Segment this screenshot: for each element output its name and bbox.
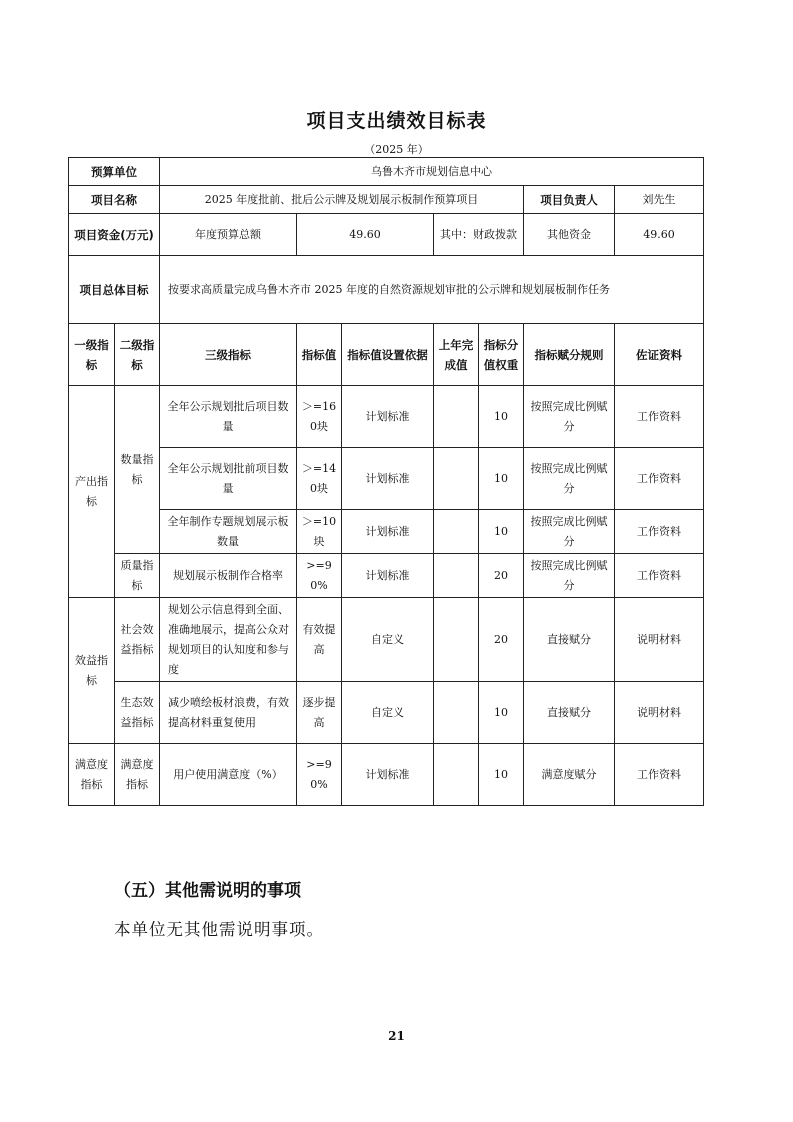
level2-social: 社会效益指标 <box>115 598 160 682</box>
project-name-value: 2025 年度批前、批后公示牌及规划展示板制作预算项目 <box>160 186 524 214</box>
prev-cell <box>434 448 479 510</box>
basis-cell: 计划标准 <box>342 744 434 806</box>
level1-output: 产出指标 <box>69 386 115 598</box>
row-budget-unit <box>69 158 704 186</box>
table-row <box>69 510 704 554</box>
rule-cell: 满意度赋分 <box>524 744 615 806</box>
page-number: 21 <box>388 1029 405 1043</box>
basis-cell: 计划标准 <box>342 554 434 598</box>
level3-cell: 用户使用满意度（%） <box>160 744 297 806</box>
table-row <box>69 682 704 744</box>
budget-unit-label: 预算单位 <box>69 158 160 186</box>
value-cell: ＞=140块 <box>297 448 342 510</box>
col-level3: 三级指标 <box>160 324 297 386</box>
section5-heading: （五）其他需说明的事项 <box>114 881 301 901</box>
table-row <box>69 598 704 682</box>
table-row <box>69 386 704 448</box>
col-level1: 一级指标 <box>69 324 115 386</box>
level2-ecological: 生态效益指标 <box>115 682 160 744</box>
row-column-headers <box>69 324 704 386</box>
level3-cell: 全年公示规划批后项目数量 <box>160 386 297 448</box>
prev-cell <box>434 744 479 806</box>
goal-label: 项目总体目标 <box>69 256 160 324</box>
col-level2: 二级指标 <box>115 324 160 386</box>
row-funds <box>69 214 704 256</box>
row-goal <box>69 256 704 324</box>
table-year: （2025 年） <box>364 143 429 156</box>
col-value: 指标值 <box>297 324 342 386</box>
other-funds-label: 其他资金 <box>524 214 615 256</box>
prev-cell <box>434 510 479 554</box>
value-cell: >=90% <box>297 554 342 598</box>
weight-cell: 10 <box>479 744 524 806</box>
performance-table <box>68 157 704 806</box>
weight-cell: 10 <box>479 682 524 744</box>
weight-cell: 20 <box>479 554 524 598</box>
weight-cell: 10 <box>479 386 524 448</box>
weight-cell: 10 <box>479 448 524 510</box>
budget-unit-value: 乌鲁木齐市规划信息中心 <box>160 158 704 186</box>
evidence-cell: 说明材料 <box>615 682 704 744</box>
table-row <box>69 554 704 598</box>
section5-text: 本单位无其他需说明事项。 <box>114 920 324 939</box>
weight-cell: 20 <box>479 598 524 682</box>
level3-cell: 全年制作专题规划展示板数量 <box>160 510 297 554</box>
evidence-cell: 工作资料 <box>615 744 704 806</box>
funds-label: 项目资金(万元) <box>69 214 160 256</box>
rule-cell: 按照完成比例赋分 <box>524 510 615 554</box>
basis-cell: 自定义 <box>342 598 434 682</box>
basis-cell: 计划标准 <box>342 386 434 448</box>
prev-cell <box>434 386 479 448</box>
level2-satisfaction: 满意度指标 <box>115 744 160 806</box>
evidence-cell: 工作资料 <box>615 554 704 598</box>
rule-cell: 按照完成比例赋分 <box>524 386 615 448</box>
col-rule: 指标赋分规则 <box>524 324 615 386</box>
project-name-label: 项目名称 <box>69 186 160 214</box>
evidence-cell: 工作资料 <box>615 448 704 510</box>
rule-cell: 按照完成比例赋分 <box>524 448 615 510</box>
other-funds-value: 49.60 <box>615 214 704 256</box>
value-cell: ＞=160块 <box>297 386 342 448</box>
prev-cell <box>434 554 479 598</box>
level2-quantity: 数量指标 <box>115 386 160 554</box>
col-basis: 指标值设置依据 <box>342 324 434 386</box>
fiscal-label: 其中：财政拨款 <box>434 214 524 256</box>
value-cell: 有效提高 <box>297 598 342 682</box>
level3-cell: 规划公示信息得到全面、准确地展示，提高公众对规划项目的认知度和参与度 <box>160 598 297 682</box>
col-weight: 指标分值权重 <box>479 324 524 386</box>
annual-budget-label: 年度预算总额 <box>160 214 297 256</box>
basis-cell: 计划标准 <box>342 448 434 510</box>
basis-cell: 自定义 <box>342 682 434 744</box>
level3-cell: 全年公示规划批前项目数量 <box>160 448 297 510</box>
value-cell: ＞=10块 <box>297 510 342 554</box>
annual-budget-value: 49.60 <box>297 214 434 256</box>
rule-cell: 按照完成比例赋分 <box>524 554 615 598</box>
rule-cell: 直接赋分 <box>524 682 615 744</box>
rule-cell: 直接赋分 <box>524 598 615 682</box>
level3-cell: 规划展示板制作合格率 <box>160 554 297 598</box>
evidence-cell: 工作资料 <box>615 510 704 554</box>
goal-value: 按要求高质量完成乌鲁木齐市 2025 年度的自然资源规划审批的公示牌和规划展板制作任务 <box>160 256 704 324</box>
prev-cell <box>434 598 479 682</box>
col-prev: 上年完成值 <box>434 324 479 386</box>
level1-benefit: 效益指标 <box>69 598 115 744</box>
leader-label: 项目负责人 <box>524 186 615 214</box>
row-project-name <box>69 186 704 214</box>
level3-cell: 减少喷绘板材浪费，有效提高材料重复使用 <box>160 682 297 744</box>
value-cell: 逐步提高 <box>297 682 342 744</box>
value-cell: >=90% <box>297 744 342 806</box>
table-row <box>69 448 704 510</box>
prev-cell <box>434 682 479 744</box>
table-title: 项目支出绩效目标表 <box>306 110 487 132</box>
basis-cell: 计划标准 <box>342 510 434 554</box>
col-evidence: 佐证资料 <box>615 324 704 386</box>
leader-value: 刘先生 <box>615 186 704 214</box>
evidence-cell: 说明材料 <box>615 598 704 682</box>
level1-satisfaction: 满意度指标 <box>69 744 115 806</box>
table-row <box>69 744 704 806</box>
weight-cell: 10 <box>479 510 524 554</box>
evidence-cell: 工作资料 <box>615 386 704 448</box>
level2-quality: 质量指标 <box>115 554 160 598</box>
